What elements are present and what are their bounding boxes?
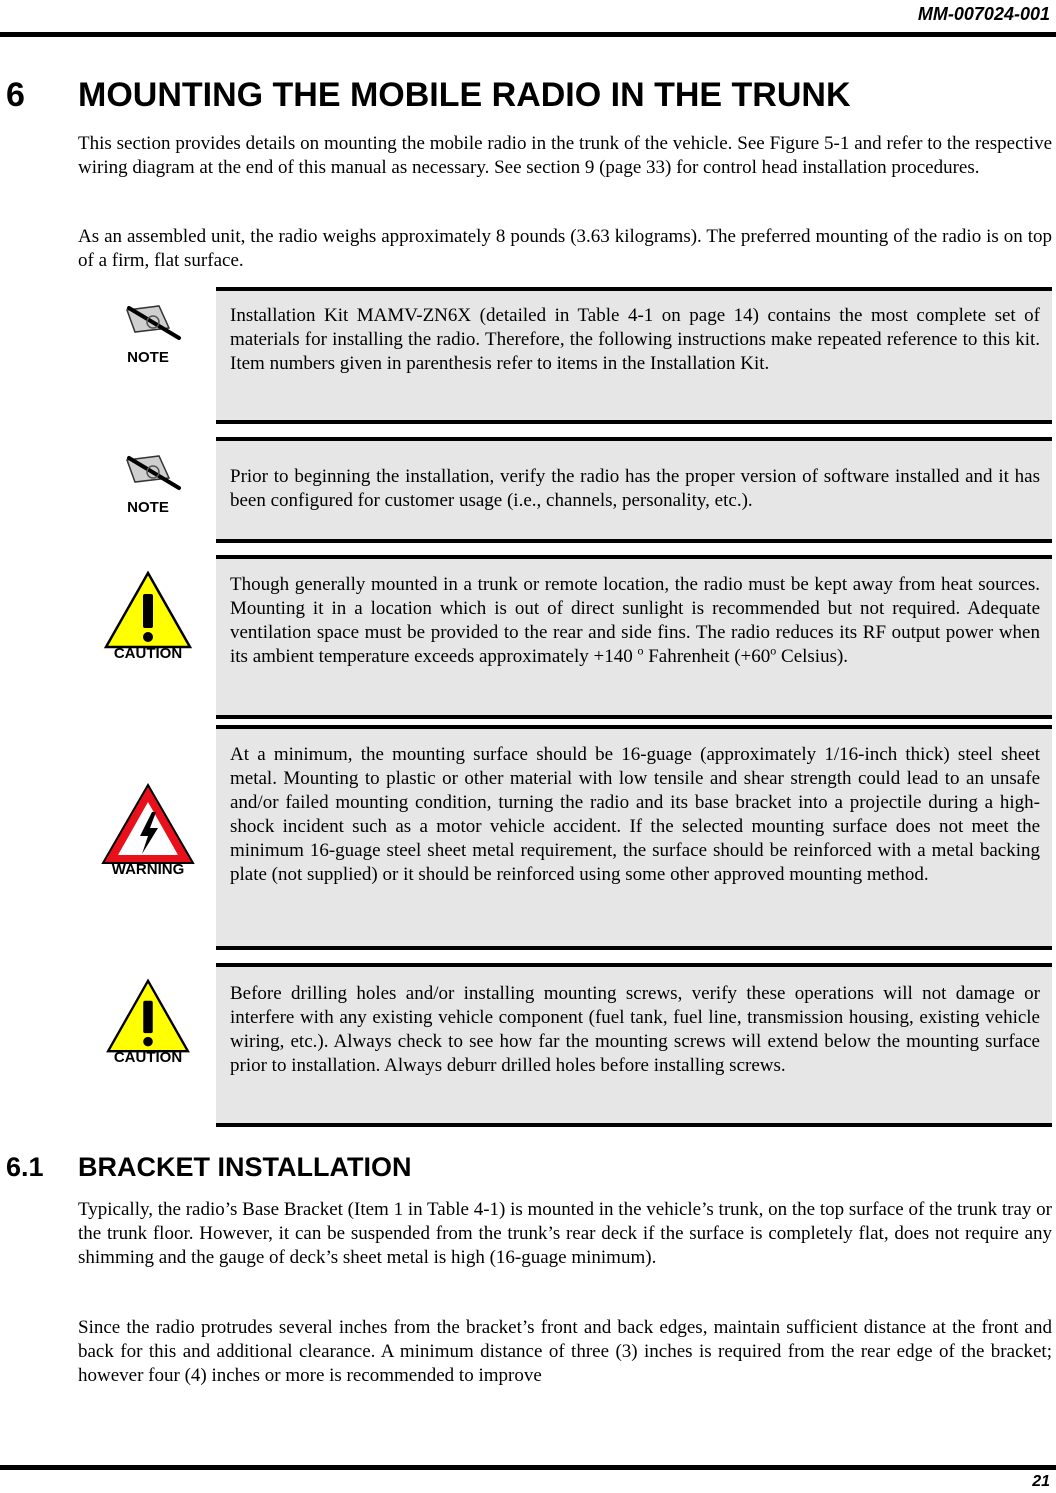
- exclamation-triangle-icon: [103, 978, 193, 1054]
- note-box-2: [216, 437, 1052, 543]
- caution-box-1: [216, 555, 1052, 719]
- caution-icon-1: [98, 570, 198, 662]
- subsection-heading: [6, 1152, 411, 1183]
- intro-paragraph: This section provides details on mounting the mobile radio in the trunk of the vehicle. See Figure 5-1 and refer to the respective wiring diagram at the end of this manual as necessary. See section 9 (page 33) for control head installation procedures.: [78, 133, 1052, 178]
- section-heading: [6, 76, 851, 115]
- subsection-title: BRACKET INSTALLATION: [78, 1152, 412, 1182]
- caution-text-2: Before drilling holes and/or installing mounting screws, verify these operations will not damage or interfere with any existing vehicle component (fuel tank, fuel line, transmission housing, existing vehicle wiring, etc.). Always check to see how far the mounting screws will extend below the mounting surface prior to installation. Always deburr drilled holes before installing screws.: [230, 983, 1040, 1076]
- pencil-icon: [113, 300, 183, 344]
- subsection-number: 6.1: [6, 1152, 44, 1182]
- warning-label: WARNING: [111, 861, 185, 878]
- exclamation-triangle-icon: [103, 570, 193, 650]
- header-rule: [0, 32, 1056, 37]
- lightning-triangle-icon: [100, 782, 196, 866]
- caution-text-1: Though generally mounted in a trunk or remote location, the radio must be kept away from heat sources. Mounting it in a location which is out of direct sunlight is recommended but not required. Adequate ventilation space must be provided to the rear and side fins. The radio reduces its RF output power when its ambient temperature exceeds approximately +140 $^o$ Fahrenheit ($+60^o$ Celsius).: [230, 574, 1040, 667]
- section-title: MOUNTING THE MOBILE RADIO IN THE TRUNK: [78, 76, 851, 114]
- note-icon-1: [98, 300, 198, 366]
- note-box-1: [216, 287, 1052, 424]
- footer-rule: [0, 1465, 1056, 1470]
- warning-box: [216, 725, 1052, 950]
- caution-icon-2: [98, 978, 198, 1066]
- caution-label-2: CAUTION: [113, 1049, 183, 1066]
- note-label-2: NOTE: [127, 499, 169, 516]
- bracket-paragraph-1: Typically, the radio’s Base Bracket (Item 1 in Table 4-1) is mounted in the vehicle’s trunk, on the top surface of the trunk tray or the trunk floor. However, it can be suspended from the trunk’s rear deck if the surface is completely flat, does not require any shimming and the gauge of deck’s sheet metal is high (16-guage minimum).: [78, 1199, 1052, 1268]
- bracket-paragraph-2: Since the radio protrudes several inches from the bracket’s front and back edges, maintain sufficient distance at the front and back for this and additional clearance. A minimum distance of three (3) inches is required from the rear edge of the bracket; however four (4) inches or more is recommended to improve: [78, 1317, 1052, 1386]
- note-text-1: Installation Kit MAMV-ZN6X (detailed in Table 4-1 on page 14) contains the most complete set of materials for installing the radio. Therefore, the following instructions make repeated reference to this kit. Item numbers given in parenthesis refer to items in the Installation Kit.: [230, 305, 1040, 374]
- note-label-1: NOTE: [127, 349, 169, 366]
- page-number: 21: [1032, 1473, 1050, 1490]
- pencil-icon: [113, 450, 183, 494]
- section-number: 6: [6, 76, 25, 114]
- caution-label-1: CAUTION: [113, 645, 183, 662]
- caution-box-2: [216, 963, 1052, 1127]
- note-icon-2: [98, 450, 198, 516]
- weight-paragraph: As an assembled unit, the radio weighs approximately 8 pounds (3.63 kilograms). The preferred mounting of the radio is on top of a firm, flat surface.: [78, 226, 1052, 271]
- warning-icon: [98, 782, 198, 878]
- document-id: MM-007024-001: [917, 4, 1050, 24]
- warning-text: At a minimum, the mounting surface should be 16-guage (approximately 1/16-inch thick) steel sheet metal. Mounting to plastic or other material with low tensile and shear strength could lead to an unsafe and/or failed mounting condition, turning the radio and its base bracket into a projectile during a high-shock incident such as a motor vehicle accident. If the selected mounting surface does not meet the minimum 16-guage steel sheet metal requirement, the surface should be reinforced with a metal backing plate (not supplied) or it should be reinforced using some other approved mounting method.: [230, 744, 1040, 885]
- note-text-2: Prior to beginning the installation, verify the radio has the proper version of software installed and it has been configured for customer usage (i.e., channels, personality, etc.).: [230, 466, 1040, 511]
